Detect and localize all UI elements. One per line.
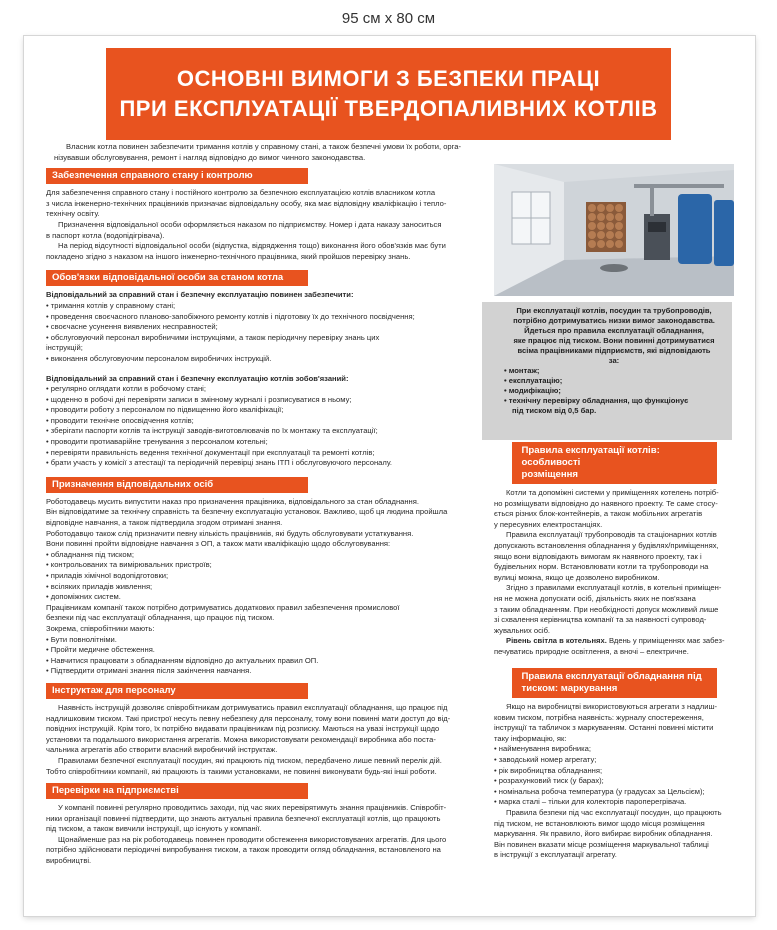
section-heading-briefing: Інструктаж для персоналу: [46, 683, 308, 699]
text-line: технічну освіту.: [46, 209, 100, 219]
text-line: з числа інженерно-технічних працівників призначає відповідальну особу, яка має відповідну кваліфікацію і тепло-: [46, 198, 447, 208]
section-heading-marking: Правила експлуатації обладнання під тиском: маркування: [512, 668, 717, 698]
text-line: ня не можна допускати осіб, діяльність яких не пов'язана: [494, 593, 696, 603]
text-line: Роботодавцю також слід призначити певну кількість працівників, які будуть обслуговувати устаткування.: [46, 528, 414, 538]
text-line: печуватись природне освітлення, а вночі – електричне.: [494, 646, 689, 656]
text-line: Призначення відповідальної особи оформляється наказом по підприємству. Номер і дата наказу заноситься: [58, 219, 442, 229]
box-line: Йдеться про правила експлуатації обладнання,: [524, 326, 704, 335]
boiler-room-photo: [494, 164, 734, 296]
text-line: потрібно здійснювати періодичні випробування тиском, а також проводити огляд обладнання, встановленого на: [46, 845, 441, 855]
text-line: інструкції та табличок з маркуванням. Останні повинні містити: [494, 723, 714, 733]
text-line: зі схвалення керівництва компанії та за наявності супровод-: [494, 615, 707, 625]
text-line: ковим тиском, потрібна наявність: журналу спостереження,: [494, 712, 704, 722]
title-line-2: ПРИ ЕКСПЛУАТАЦІЇ ТВЕРДОПАЛИВНИХ КОТЛІВ: [119, 96, 658, 121]
intro-line: Власник котла повинен забезпечити тримання котлів у справному стані, а також безпечні умови їх роботи, орга-: [66, 142, 462, 151]
list-item: • марка сталі – тільки для колекторів пароперегрівача.: [494, 797, 734, 808]
text-line: Працівникам компанії також потрібно дотримуватись додаткових правил забезпечення промислової: [46, 602, 400, 612]
size-label: 95 см х 80 см: [341, 10, 436, 27]
list-item: • проводити протиаварійне тренування з персоналом котельні;: [46, 437, 486, 448]
box-line: яке працює під тиском. Вони повинні дотримуватися: [513, 336, 715, 345]
title-line-1: ОСНОВНІ ВИМОГИ З БЕЗПЕКИ ПРАЦІ: [176, 66, 601, 91]
text-line: виробництві.: [46, 856, 92, 866]
list-item: • Навчитися працювати з обладнанням відповідно до актуальних правил ОП.: [46, 656, 486, 667]
text-line: но розміщувати відповідно до наявного проекту. Те саме стосу-: [494, 498, 718, 508]
light-level-line: Рівень світла в котельнях. Вдень у приміщеннях має забез-: [506, 636, 725, 646]
box-list-item: • експлуатацію;: [504, 376, 724, 386]
text-line: Наявність інструкцій дозволяє співробітникам дотримуватись правил експлуатації обладнання, що працює під: [58, 702, 448, 712]
text-line: в інструкції з експлуатації агрегату.: [494, 850, 617, 860]
text-line: вулиці можна, якщо це дозволено виробником.: [494, 572, 660, 582]
list-item: • перевіряти правильність ведення технічної документації при експлуатації та ремонті котлів;: [46, 448, 486, 459]
list-item: • регулярно оглядати котли в робочому стані;: [46, 384, 486, 395]
list-item: • заводський номер агрегату;: [494, 755, 734, 766]
intro-line: нізувавши обслуговування, ремонт і нагляд відповідно до вимог чинного законодавства.: [54, 152, 366, 162]
box-line: При експлуатації котлів, посудин та трубопроводів,: [516, 306, 712, 315]
list-item: • Бути повнолітніми.: [46, 635, 486, 646]
text-line: таку інформацію, як:: [494, 733, 567, 743]
section-heading-control: Забезпечення справного стану і контролю: [46, 168, 308, 184]
text-line: допускають встановлення обладнання у будівлях/приміщеннях,: [494, 540, 719, 550]
text-line: маркування. Як правило, його вибирає виробник обладнання.: [494, 829, 713, 839]
text-line: Правила безпеки під час експлуатації посудин, що працюють: [506, 807, 722, 817]
text-line: Роботодавець мусить випустити наказ про призначення працівника, відповідального за стан обладнання.: [46, 496, 419, 506]
box-list-item: • монтаж;: [504, 366, 724, 376]
list-item: • щоденно в робочі дні перевіряти записи в змінному журналі і розписуватися в ньому;: [46, 395, 486, 406]
list-item: • всіляких приладів живлення;: [46, 582, 486, 593]
text-line: ється різних блок-контейнерів, а також мобільних агрегатів: [494, 509, 703, 519]
text-line: повідних інструкцій. Крім того, їх потрібно видавати працівникам під розписку. Маються на увазі інструкції щодо: [46, 724, 440, 734]
title-banner: [106, 48, 671, 140]
text-line: покладено згідно з наказом на іншого інженерно-технічного працівника, який пройшов перевірку знань.: [46, 251, 411, 261]
box-line: всіма працівниками підприємств, які відповідають: [517, 346, 711, 355]
list-item: • номінальна робоча температура (у градусах за Цельсієм);: [494, 787, 734, 798]
section-heading-appointment: Призначення відповідальних осіб: [46, 477, 308, 493]
requirements-box: [482, 302, 732, 440]
text-line: в паспорт котла (водопідігрівача).: [46, 230, 165, 240]
text-line: Він відповідатиме за технічну справність та безпечну експлуатацію установок. Важливо, щоб ця людина пройшла: [46, 507, 448, 517]
list-item: • контрольованих та вимірювальних пристроїв;: [46, 560, 486, 571]
subheading: Відповідальний за справний стан і безпечну експлуатацію повинен забезпечити:: [46, 290, 354, 300]
text-line: чальника агрегатів або створити власний виробничий інструктаж.: [46, 745, 278, 755]
right-section-marking: [494, 668, 734, 861]
box-line: потрібно дотримуватись низки вимог законодавства.: [513, 316, 715, 325]
section-heading-placement: Правила експлуатації котлів: особливості розміщення: [512, 442, 717, 484]
box-line: за:: [608, 356, 620, 365]
text-line: Правила експлуатації трубопроводів та стаціонарних котлів: [506, 530, 717, 540]
list-item-cont: інструкцій;: [46, 343, 83, 353]
list-item: • тримання котлів у справному стані;: [46, 301, 486, 312]
section-heading-checks: Перевірки на підприємстві: [46, 783, 308, 799]
text-line: установки та подальшого використання агрегатів. Можна використовувати рекомендації виробника або поста-: [46, 734, 436, 744]
text-line: з таким обладнанням. При необхідності допуск можливий лише: [494, 604, 719, 614]
right-section-placement: [494, 442, 734, 658]
list-item: • розрахунковий тиск (у барах);: [494, 776, 734, 787]
text-line: жувальних осіб.: [494, 625, 551, 635]
subheading: Відповідальний за справний стан і безпечну експлуатацію котлів зобов'язаний:: [46, 373, 349, 383]
poster-sheet: [24, 36, 755, 916]
list-item: • проводити роботу з персоналом по підвищенню його кваліфікації;: [46, 405, 486, 416]
list-item: • Пройти медичне обстеження.: [46, 645, 486, 656]
box-list-item: • модифікацію;: [504, 386, 724, 396]
text-line: ники організації повинні підтвердити, що знають актуальні правила безпечної експлуатації котлів, що працюють: [46, 813, 441, 823]
text-line: У компанії повинні регулярно проводитись заходи, під час яких перевірятимуть знання працівників. Співробіт-: [58, 803, 447, 813]
list-item: • допоміжних систем.: [46, 592, 486, 603]
text-line: Зокрема, співробітники мають:: [46, 623, 155, 633]
list-item: • виконання обслуговуючим персоналом виробничих інструкцій.: [46, 354, 486, 365]
list-item: • рік виробництва обладнання;: [494, 766, 734, 777]
boiler-room-illustration: [494, 164, 734, 296]
text-line: у пересувних електростанціях.: [494, 519, 603, 529]
text-line: відповідне навчання, а також підтвердила згодом отримані знання.: [46, 518, 283, 528]
text-line: надлишковим тиском. Такі пристрої несуть певну небезпеку для персоналу, тому вони повинні мати доступ до від-: [46, 713, 451, 723]
text-line: Вони повинні пройти відповідне навчання з ОП, а також мати кваліфікацію щодо обслуговування:: [46, 539, 391, 549]
box-list-item: • технічну перевірку обладнання, що функціонує: [504, 396, 724, 406]
text-line: будівельних норм. Встановлювати котли та трубопроводи на: [494, 562, 709, 572]
list-item: • найменування виробника;: [494, 744, 734, 755]
section-heading-duties: Обов'язки відповідальної особи за станом котла: [46, 270, 308, 286]
text-line: Згідно з правилами експлуатації котлів, в котельні приміщен-: [506, 583, 722, 593]
list-item: • проведення своєчасного планово-запобіжного ремонту котлів і підготовку їх до технічного посвідчення;: [46, 312, 486, 323]
list-item: • обладнання під тиском;: [46, 550, 486, 561]
text-line: Якщо на виробництві використовуються агрегати з надлиш-: [506, 702, 718, 711]
box-list-item-cont: під тиском від 0,5 бар.: [512, 406, 597, 415]
text-line: Котли та допоміжні системи у приміщеннях котелень потріб-: [506, 488, 719, 497]
text-line: Правилами безпечної експлуатації посудин, які працюють під тиском, передбачено лише певний перелік дій.: [58, 755, 442, 765]
list-item: • Підтвердити отримані знання після закінчення навчання.: [46, 666, 486, 677]
text-line: безпеки під час експлуатації обладнання, що працює під тиском.: [46, 613, 275, 623]
list-item: • приладів хімічної водопідготовки;: [46, 571, 486, 582]
text-line: Для забезпечення справного стану і постійного контролю за безпечною експлуатацією котлів власником котла: [46, 188, 436, 198]
text-line: Він повинен вказати місце розміщення маркувальної таблиці: [494, 839, 709, 849]
text-line: На період відсутності відповідальної особи (відпустка, відрядження тощо) виконання його обов'язків має бути: [58, 241, 446, 251]
text-line: якщо вони відповідають вимогам як наявного проекту, так і: [494, 551, 702, 561]
text-line: під тиском, а також вивчили інструкції, що існують у компанії.: [46, 824, 262, 834]
list-item: • зберігати паспорти котлів та інструкції заводів-виготовлювачів по їх монтажу та експлуатації;: [46, 426, 486, 437]
list-item: • брати участь у комісії з атестації та періодичній перевірці знань ІТП і обслуговуючого персоналу.: [46, 458, 486, 469]
text-line: Тобто співробітники компанії, які працюють із такими установками, не повинні виконувати будь-які інші роботи.: [46, 766, 437, 776]
list-item: • обслуговуючий персонал виробничими інструкціями, а також періодичну перевірку знань цих: [46, 333, 486, 344]
left-column: [46, 142, 486, 867]
list-item: • своєчасне усунення виявлених несправностей;: [46, 322, 486, 333]
list-item: • проводити технічне опосвідчення котлів;: [46, 416, 486, 427]
text-line: під тиском, не встановлюють вимог щодо місця розміщення: [494, 818, 705, 828]
text-line: Щонайменше раз на рік роботодавець повинен проводити обстеження використовуваних агрегатів. Для цього: [58, 834, 447, 844]
